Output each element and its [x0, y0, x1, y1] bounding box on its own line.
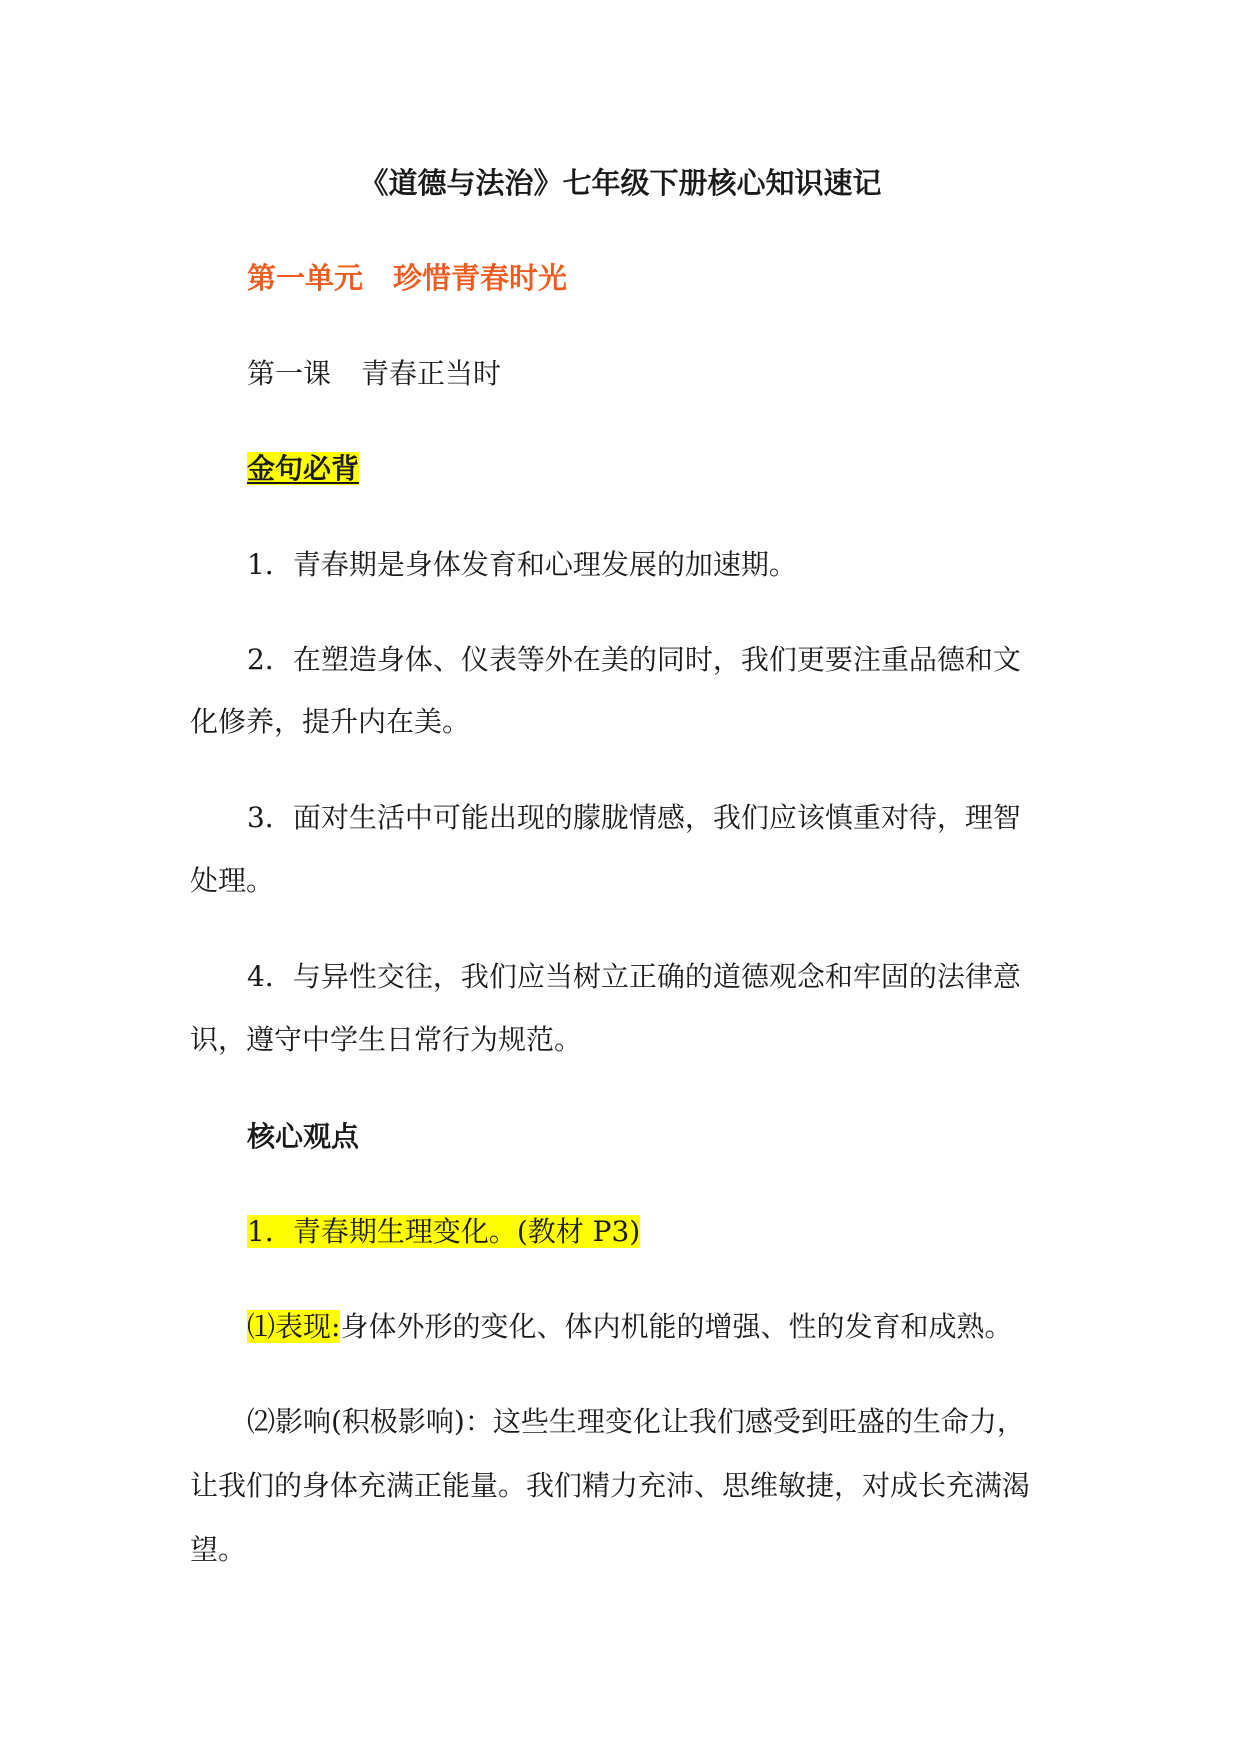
core-point-number: 1．: [247, 1215, 293, 1248]
lesson-heading: [247, 354, 501, 394]
golden-item-4: [247, 957, 1021, 997]
golden-sentences-heading: [247, 449, 359, 489]
lesson-name: 青春正当时: [361, 357, 502, 390]
document-title: 《道德与法治》七年级下册核心知识速记: [359, 166, 882, 200]
golden-item-number: 3．: [247, 801, 293, 834]
core-point-1-highlight: [247, 1215, 640, 1248]
core-point-sub-2-line-2: 让我们的身体充满正能量。我们精力充沛、思维敏捷，对成长充满渴: [190, 1469, 1031, 1502]
sub-1-text: 身体外形的变化、体内机能的增强、性的发育和成熟。: [340, 1310, 1013, 1343]
golden-item-text: 在塑造身体、仪表等外在美的同时，我们更要注重品德和文: [292, 643, 1021, 676]
golden-item-number: 4．: [247, 960, 293, 993]
golden-item-2-continued: 化修养，提升内在美。: [190, 705, 471, 738]
core-point-1: [247, 1212, 640, 1252]
golden-item-number: 1．: [247, 548, 293, 581]
golden-item-2: [247, 640, 1021, 680]
golden-sentences-heading-text: 金句必背: [247, 452, 360, 485]
golden-item-1: [247, 545, 797, 585]
golden-item-text: 青春期是身体发育和心理发展的加速期。: [292, 548, 797, 581]
golden-item-4-continued: 识，遵守中学生日常行为规范。: [190, 1023, 583, 1056]
unit-name: 珍惜青春时光: [393, 261, 568, 295]
golden-item-3-continued: 处理。: [190, 864, 275, 897]
unit-label: 第一单元: [247, 261, 364, 295]
golden-item-text: 面对生活中可能出现的朦胧情感，我们应该慎重对待，理智: [292, 801, 1021, 834]
unit-heading: [247, 258, 567, 298]
golden-item-3: [247, 798, 1021, 838]
core-point-sub-1: [247, 1307, 1012, 1347]
core-point-text: 青春期生理变化。(教材 P3): [292, 1215, 641, 1248]
sub-1-label: ⑴表现:: [247, 1310, 341, 1343]
golden-item-text: 与异性交往，我们应当树立正确的道德观念和牢固的法律意: [292, 960, 1021, 993]
core-point-sub-2: ⑵影响(积极影响)：这些生理变化让我们感受到旺盛的生命力，: [247, 1405, 1025, 1438]
lesson-label: 第一课: [247, 357, 332, 390]
golden-item-number: 2．: [247, 643, 293, 676]
core-points-heading: 核心观点: [247, 1120, 360, 1153]
core-point-sub-2-line-3: 望。: [190, 1533, 247, 1566]
